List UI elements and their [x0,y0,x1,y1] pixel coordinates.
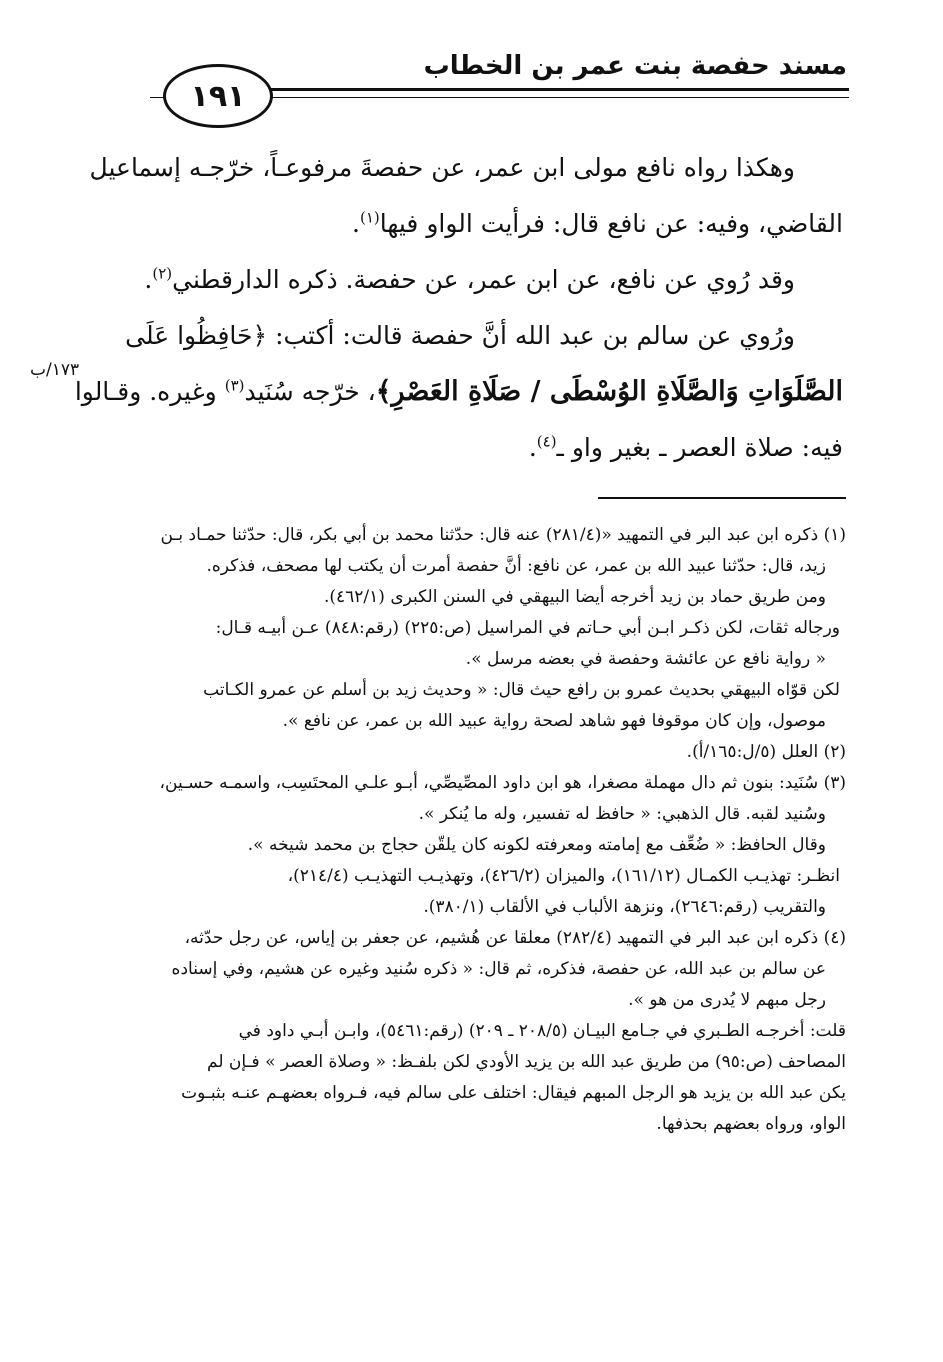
footnote-line: والتقريب (رقم:٢٦٤٦)، ونزهة الألباب في الألقاب (٣٨٠/١). [423,897,826,917]
footnote-line: زيد، قال: حدّثنا عبيد الله بن عمر، عن نافع: أنَّ حفصة أمرت أن يكتب لها مصحف، فذكره. [206,556,826,576]
main-line-1: وهكذا رواه نافع مولى ابن عمر، عن حفصةَ مرفوعـاً، خرّجـه إسماعيل [89,153,795,182]
header-rule-thick [180,88,849,91]
footnote-separator [598,497,846,499]
footnote-line: وقال الحافظ: « ضُعِّف مع إمامته ومعرفته لكونه كان يلقّن حجاج بن محمد شيخه ». [247,835,826,855]
main-line-5: الصَّلَوَاتِ وَالصَّلَاةِ الوُسْطَى / صَلَاةِ العَصْرِ﴾، خرّجه سُنَيد$^{(٣)}$ وغيره. وقـالوا [74,376,843,407]
footnote-line: (٣) سُنَيد: بنون ثم دال مهملة مصغرا، هو ابن داود المصِّيصِّي، أبـو علـي المحتَسِب، واسمـه حسـين، [159,773,846,793]
footnote-ref-2[interactable]: (٢) [152,264,173,283]
footnote-ref-4[interactable]: (٤) [536,432,557,451]
main-line-6: فيه: صلاة العصر ـ بغير واو ـ$^{(٤)}$. [528,432,843,462]
footnote-ref-3[interactable]: (٣) [224,376,245,395]
footnote-line: « رواية نافع عن عائشة وحفصة في بعضه مرسل ». [465,649,826,669]
footnote-line: ومن طريق حماد بن زيد أخرجه أيضا البيهقي في السنن الكبرى (٤٦٢/١). [323,587,826,607]
quran-verse: الصَّلَوَاتِ وَالصَّلَاةِ الوُسْطَى / صَلَاةِ العَصْرِ﴾ [375,376,843,407]
footnote-line: (٢) العلل (٥/ل:١٦٥/أ). [686,742,846,762]
footnote-line: (١) ذكره ابن عبد البر في التمهيد «(٢٨١/٤) عنه قال: حدّثنا محمد بن أبي بكر، قال: حدّثنا حمـاد بـن [160,525,846,545]
footnote-line: ورجاله ثقات، لكن ذكـر ابـن أبي حـاتم في المراسيل (ص:٢٢٥) (رقم:٨٤٨) عـن أبيـه قـال: [215,618,840,638]
footnotes [96,520,846,1140]
footnote-line: يكن عبد الله بن يزيد هو الرجل المبهم فيقال: اختلف على سالم فيه، فـرواه بعضهـم عنـه بثبـوت [181,1083,846,1103]
main-line-2: القاضي، وفيه: عن نافع قال: فرأيت الواو فيها$^{(١)}$. [352,208,843,238]
footnote-line: موصول، وإن كان موقوفا فهو شاهد لصحة رواية عبيد الله بن عمر، عن نافع ». [282,711,826,731]
footnote-ref-1[interactable]: (١) [359,208,380,227]
footnote-line: وسُنيد لقبه. قال الذهبي: « حافظ له تفسير، وله ما يُنكر ». [418,804,826,824]
main-text [74,140,843,476]
footnote-line: (٤) ذكره ابن عبد البر في التمهيد (٢٨٢/٤) معلقا عن هُشيم، عن جعفر بن إياس، عن رجل حدّثه، [184,928,846,948]
footnote-line: لكن قوّاه البيهقي بحديث عمرو بن رافع حيث قال: « وحديث زيد بن أسلم عن عمرو الكـاتب [203,680,840,700]
main-line-3: وقد رُوي عن نافع، عن ابن عمر، عن حفصة. ذكره الدارقطني$^{(٢)}$. [144,264,795,294]
running-header-title: مسند حفصة بنت عمر بن الخطاب [423,51,847,81]
footnote-line: قلت: أخرجـه الطـبري في جـامع البيـان (٢٠٨/٥ ـ ٢٠٩) (رقم:٥٤٦١)، وابـن أبـي داود في [238,1021,846,1041]
page-number-oval [163,64,273,128]
footnote-line: المصاحف (ص:٩٥) من طريق عبد الله بن يزيد الأودي لكن بلفـظ: « وصلاة العصر » فـإن لم [207,1052,846,1072]
manuscript-folio-note: ١٧٣/ب [30,360,80,380]
footnote-line: عن سالم بن عبد الله، عن حفصة، فذكره، ثم قال: « ذكره سُنيد وغيره عن هشيم، وفي إسناده [171,959,826,979]
footnote-line: انظـر: تهذيـب الكمـال (١٦١/١٢)، والميزان (٤٢٦/٢)، وتهذيـب التهذيـب (٢١٤/٤)، [287,866,840,886]
page-number: ١٩١ [190,78,246,114]
footnote-line: الواو، ورواه بعضهم بحذفها. [656,1114,846,1134]
footnote-line: رجل مبهم لا يُدرى من هو ». [628,990,826,1010]
main-line-4: ورُوي عن سالم بن عبد الله أنَّ حفصة قالت: أكتب: ﴿حَافِظُوا عَلَى [125,321,795,350]
